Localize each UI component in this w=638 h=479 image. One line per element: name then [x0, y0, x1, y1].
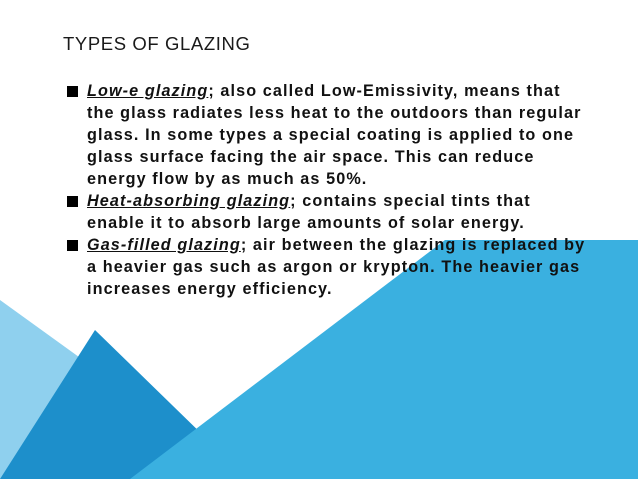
slide-title: TYPES OF GLAZING: [63, 33, 251, 54]
square-bullet-icon: [67, 86, 78, 97]
bullet-term: Heat-absorbing glazing: [87, 192, 291, 210]
bullet-text: ; contains special tints that enable it to absorb large amounts of solar energy.: [87, 192, 531, 232]
bullet-term: Gas-filled glazing: [87, 236, 241, 254]
square-bullet-icon: [67, 240, 78, 251]
bullet-text: ; air between the glazing is replaced by a heavier gas such as argon or krypton. The heavier gas increases energy efficiency.: [87, 236, 586, 298]
square-bullet-icon: [67, 196, 78, 207]
bullet-item-gas-filled: [67, 234, 587, 300]
bullet-list: [67, 80, 587, 300]
bullet-item-heat-absorbing: [67, 190, 587, 234]
bullet-item-low-e: [67, 80, 587, 190]
bullet-text: ; also called Low-Emissivity, means that the glass radiates less heat to the outdoors than regular glass. In some types a special coating is applied to one glass surface facing the air space. This can reduce energy flow by as much as 50%.: [87, 82, 582, 188]
bullet-term: Low-e glazing: [87, 82, 209, 100]
